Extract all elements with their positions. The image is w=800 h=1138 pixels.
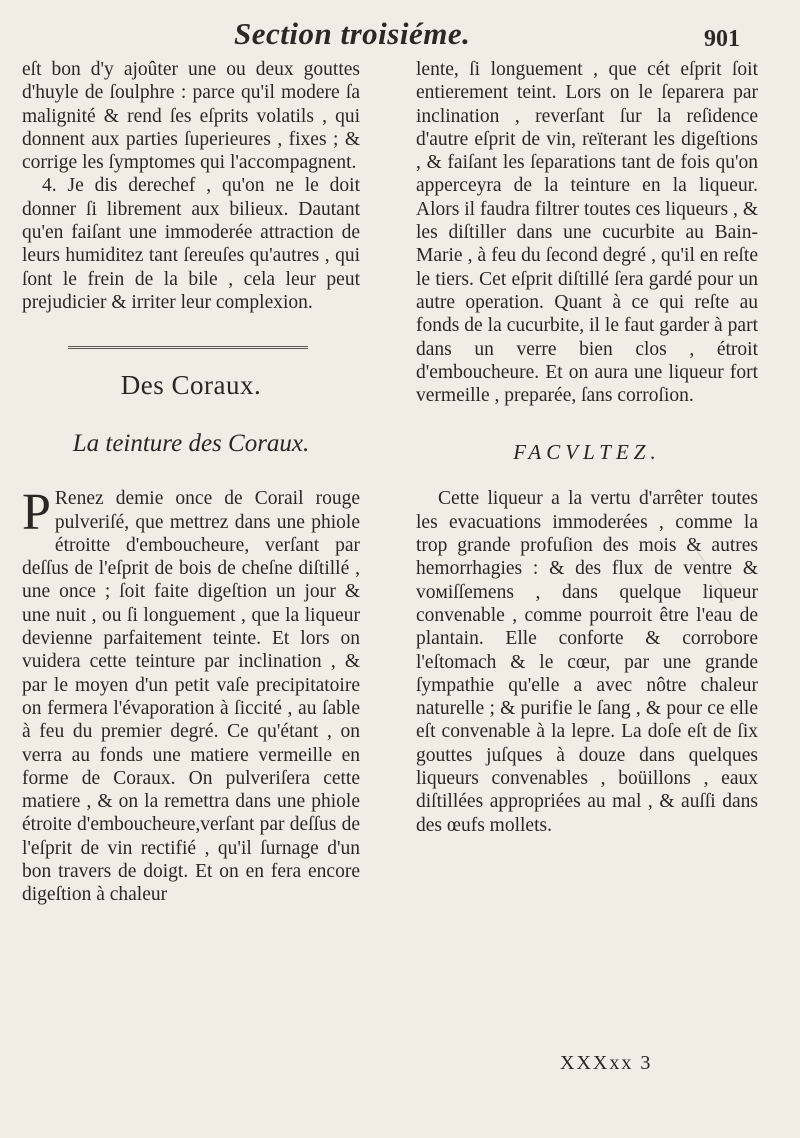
running-title: Section troisiéme.	[234, 16, 471, 51]
section-divider-rule	[68, 346, 308, 349]
subheading-teinture: La teinture des Coraux.	[72, 430, 310, 458]
section-heading-coraux: Des Coraux.	[120, 370, 262, 401]
paragraph-recipe	[22, 484, 360, 906]
signature-mark: XXXxx 3	[560, 1052, 653, 1074]
right-column	[416, 58, 758, 837]
page-number: 901	[704, 26, 740, 52]
paragraph-bilious-warning: 4. Je dis derechef , qu'on ne le doit donner ſi librement aux bilieux. Dautant qu'en faiſant une immoderée attraction de leurs humiditez tant ſereuſes qu'autres , qui ſont le frein de la bile , cela leur peut prejudicier & irriter leur complexion.	[22, 175, 360, 313]
paragraph-sulphur-oil: eſt bon d'y ajoûter une ou deux gouttes d'huyle de ſoulphre : parce qu'il modere ſa malignité & rend ſes eſprits volatils , qui donnent aux parties ſuperieures , fixes ; & corrige les ſymptomes qui l'accompagnent.	[22, 59, 360, 174]
paragraph-virtues: Cette liqueur a la vertu d'arrêter toutes les evacuations immoderées , comme la trop grande profuſion des mois & autres hemorrhagies : & des flux de ventre & voмiſſemens , dans quelque liqueur convenable , comme pourroit être l'eau de plantain. Elle conforte & corrobore l'eſtomach & le cœur, par une grande ſympathie qu'elle a avec nôtre chaleur naturelle ; & purifie le ſang , & pour ce elle eſt convenable à la lepre. La doſe eſt de ſix gouttes juſques à douze dans quelques liqueurs convenables , boüillons , eaux diſtillées appropriées au mal , & auſſi dans des œufs mollets.	[416, 488, 758, 836]
running-head	[0, 14, 800, 62]
heading-facultez: FACVLTEZ.	[513, 440, 661, 465]
paragraph-recipe-continued: lente, ſi longuement , que cét eſprit ſoit entierement teint. Lors on le ſeparera par inclination , reverſant ſur la reſidence d'autre eſprit de vin, reïterant les digeſtions , & faiſant les ſeparations tant de fois qu'on apperceyra de la teinture en la liqueur. Alors il faudra filtrer toutes ces liqueurs , & les diſtiller dans une cucurbite au Bain-Marie , à feu du ſecond degré , qu'il en reſte le tiers. Cet eſprit diſtillé ſera gardé pour un autre operation. Quant à ce qui reſte au fonds de la cucurbite, il le faut garder à part dans un verre bien clos , étroit d'emboucheure. Et on aura une liqueur fort vermeille , preparée, ſans corroſion.	[416, 59, 758, 407]
drop-cap-letter: P	[22, 484, 51, 542]
left-column	[22, 58, 360, 907]
paragraph-recipe-text: Renez demie once de Corail rouge pulveriſé, que mettrez dans une phiole étroitte d'embouchеure, verſant par deſſus de l'eſprit de bois de cheſne diſtillé , une once ; ſoit faite digeſtion un jour & une nuit , ou ſi longuement , que la liqueur devienne parfaitement teinte. Et lors on vuidera cette teinture par inclination , & par le moyen d'un petit vaſe precipitatoire on fermera l'évaporation à ſiccité , au ſable à feu du premier degré. Ce qu'étant , on verra au fonds une matiere vermeille en forme de Coraux. On pulveriſera cette matiere , & on la remettra dans une phiole étroite d'emboucheure,verſant par deſſus de l'eſprit de vin rectifié , qu'il ſurnage d'un bon travers de doigt. Et on en fera encore digeſtion à chaleur	[22, 488, 360, 906]
